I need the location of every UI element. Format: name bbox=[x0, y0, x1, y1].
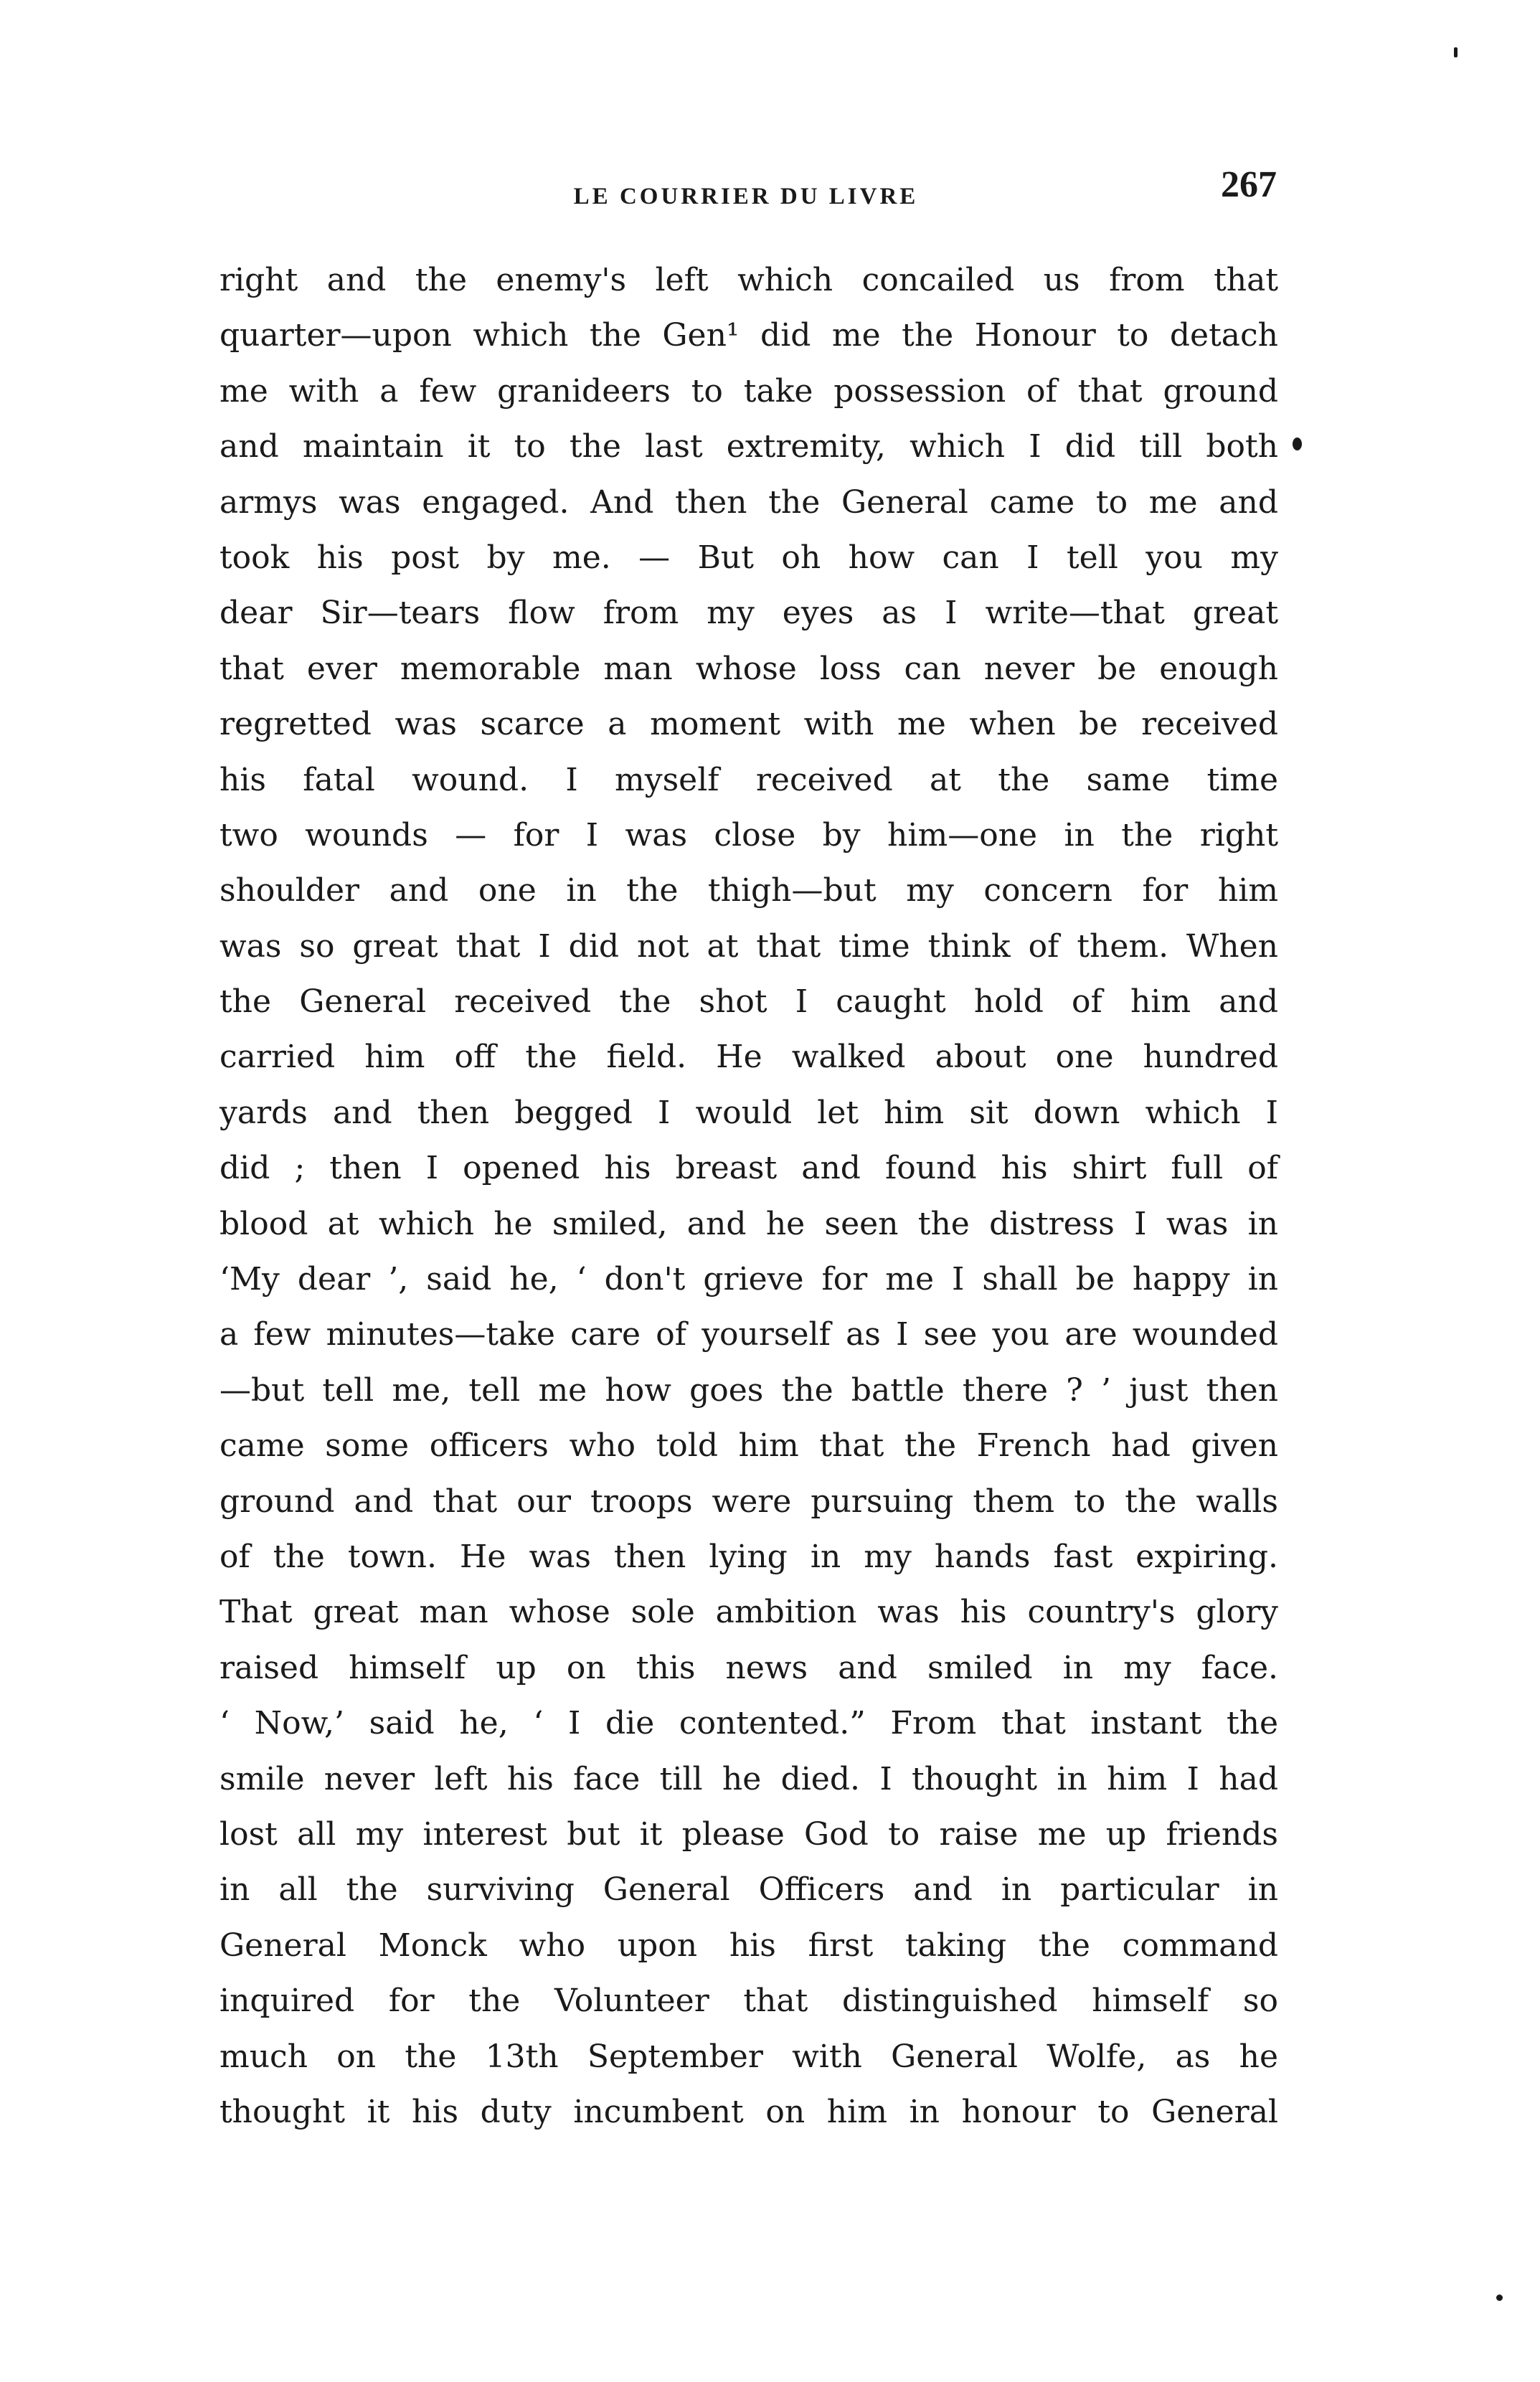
text-line: yards and then begged I would let him sit down which I bbox=[219, 1094, 1278, 1131]
text-line: ‘ Now,’ said he, ‘ I die contented.” From that instant the bbox=[219, 1705, 1278, 1742]
text-line: me with a few granideers to take possession of that ground bbox=[219, 372, 1278, 410]
text-line: much on the 13th September with General Wolfe, as he bbox=[219, 2038, 1278, 2075]
text-line: ground and that our troops were pursuing them to the walls bbox=[219, 1483, 1278, 1520]
print-speck bbox=[1496, 2294, 1503, 2301]
text-line: ‘My dear ’, said he, ‘ don't grieve for me I shall be happy in bbox=[219, 1261, 1278, 1298]
text-line: General Monck who upon his first taking the command bbox=[219, 1927, 1278, 1964]
text-line: shoulder and one in the thigh—but my concern for him bbox=[219, 872, 1278, 909]
text-line: came some officers who told him that the French had given bbox=[219, 1427, 1278, 1465]
text-line: That great man whose sole ambition was his country's glory bbox=[219, 1594, 1278, 1631]
text-line: and maintain it to the last extremity, which I did till both bbox=[219, 428, 1278, 465]
text-line: that ever memorable man whose loss can never be enough bbox=[219, 650, 1278, 687]
text-line: —but tell me, tell me how goes the battle there ? ’ just then bbox=[219, 1371, 1278, 1409]
text-line: lost all my interest but it please God to raise me up friends bbox=[219, 1815, 1278, 1853]
text-line: smile never left his face till he died. I thought in him I had bbox=[219, 1760, 1278, 1797]
text-line: raised himself up on this news and smiled in my face. bbox=[219, 1649, 1278, 1686]
text-line: regretted was scarce a moment with me when be received bbox=[219, 706, 1278, 743]
text-line: carried him off the field. He walked about one hundred bbox=[219, 1039, 1278, 1076]
text-line: two wounds — for I was close by him—one in the right bbox=[219, 816, 1278, 854]
text-line: armys was engaged. And then the General came to me and bbox=[219, 483, 1278, 521]
text-line: did ; then I opened his breast and found his shirt full of bbox=[219, 1150, 1278, 1187]
text-line: of the town. He was then lying in my hands fast expiring. bbox=[219, 1538, 1278, 1575]
text-line: blood at which he smiled, and he seen the distress I was in bbox=[219, 1205, 1278, 1242]
text-line: took his post by me. — But oh how can I tell you my bbox=[219, 539, 1278, 576]
text-line: thought it his duty incumbent on him in honour to General bbox=[219, 2093, 1278, 2130]
text-line: a few minutes—take care of yourself as I see you are wounded bbox=[219, 1316, 1278, 1353]
print-speck bbox=[1454, 47, 1458, 57]
print-speck bbox=[1293, 438, 1302, 450]
text-line: right and the enemy's left which concailed us from that bbox=[219, 262, 1278, 298]
text-line: inquired for the Volunteer that distinguished himself so bbox=[219, 1982, 1278, 2020]
text-line: dear Sir—tears flow from my eyes as I write—that great bbox=[219, 595, 1278, 632]
text-line: his fatal wound. I myself received at the same time bbox=[219, 761, 1278, 798]
body-text bbox=[219, 252, 1278, 2140]
page-number: 267 bbox=[1221, 164, 1277, 205]
page-header bbox=[215, 164, 1277, 221]
text-line: the General received the shot I caught hold of him and bbox=[219, 983, 1278, 1021]
text-line: in all the surviving General Officers and in particular in bbox=[219, 1871, 1278, 1909]
text-line: was so great that I did not at that time think of them. When bbox=[219, 927, 1278, 965]
text-line: quarter—upon which the Gen¹ did me the Honour to detach bbox=[219, 317, 1278, 354]
running-head: LE COURRIER DU LIVRE bbox=[573, 184, 919, 209]
